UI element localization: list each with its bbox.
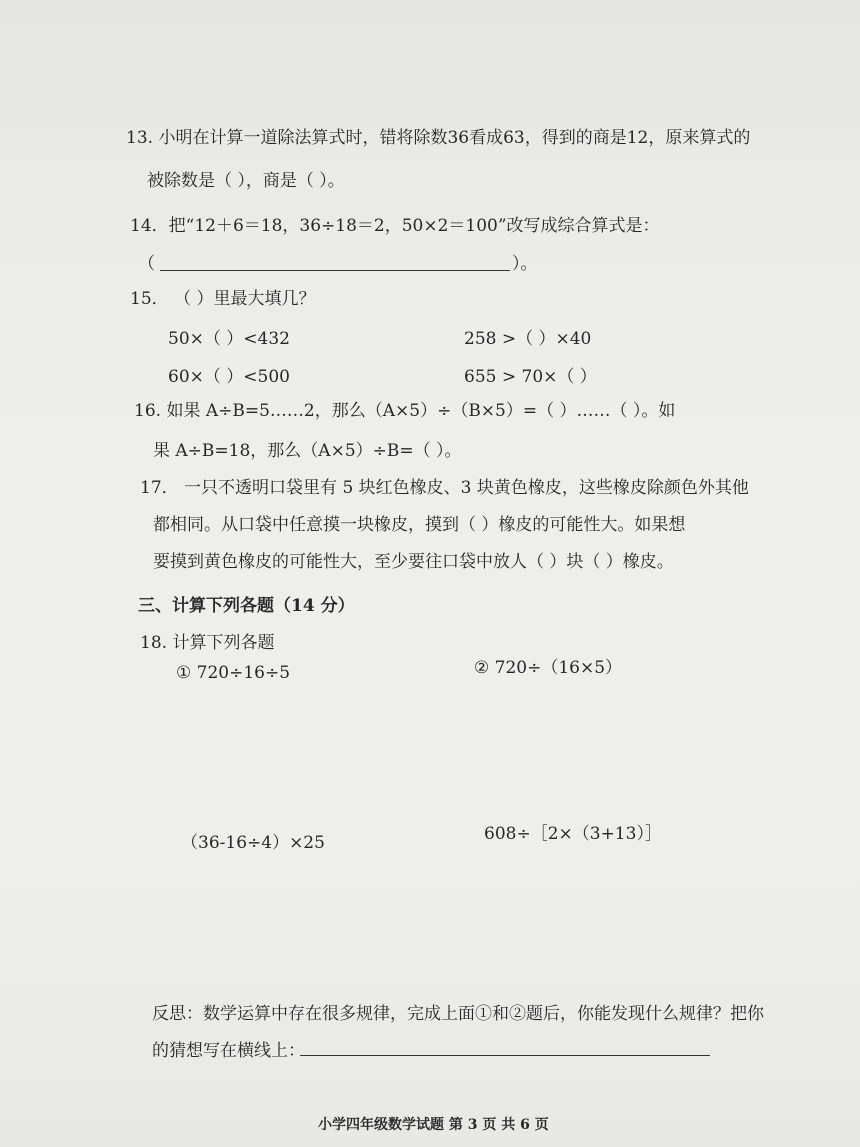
q18-title: 18. 计算下列各题 [140, 633, 275, 653]
q15-item-a: 50×（ ）<432 [168, 329, 290, 349]
reflection-line2: 的猜想写在横线上： [152, 1041, 305, 1061]
q17-line3: 要摸到黄色橡皮的可能性大，至少要往口袋中放人（ ）块（ ）橡皮。 [153, 552, 674, 572]
q14-answer-line[interactable] [160, 270, 510, 271]
q16-line1: 16. 如果 A÷B=5……2，那么（A×5）÷（B×5）=（ ）……（ ）。如 [134, 401, 676, 421]
q17-line2: 都相同。从口袋中任意摸一块橡皮，摸到（ ）橡皮的可能性大。如果想 [153, 515, 686, 535]
q13-line2: 被除数是（ ），商是（ ）。 [147, 171, 345, 191]
q18-problem-4: 608÷［2×（3+13）］ [484, 824, 662, 844]
q15-title: 15． （ ）里最大填几？ [130, 289, 316, 309]
q18-problem-2: ② 720÷（16×5） [474, 658, 623, 678]
q15-item-c: 60×（ ）<500 [168, 367, 290, 387]
q18-problem-3: （36-16÷4）×25 [181, 833, 325, 853]
q16-line2: 果 A÷B=18，那么（A×5）÷B=（ ）。 [153, 441, 462, 461]
page-footer: 小学四年级数学试题 第 3 页 共 6 页 [318, 1117, 549, 1133]
q15-item-b: 258 >（ ）×40 [464, 329, 592, 349]
reflection-answer-line[interactable] [300, 1055, 710, 1056]
reflection-line1: 反思：数学运算中存在很多规律，完成上面①和②题后，你能发现什么规律？把你 [152, 1004, 764, 1024]
section3-title: 三、计算下列各题（14 分） [138, 596, 355, 616]
q18-problem-1: ① 720÷16÷5 [176, 663, 291, 683]
q13-line1: 13. 小明在计算一道除法算式时，错将除数36看成63，得到的商是12，原来算式的 [126, 128, 751, 148]
q14-line1: 14．把“12＋6＝18，36÷18＝2，50×2＝100”改写成综合算式是： [130, 216, 660, 236]
q14-paren-close: ）。 [512, 254, 538, 274]
q17-line1: 17． 一只不透明口袋里有 5 块红色橡皮、3 块黄色橡皮，这些橡皮除颜色外其他 [140, 478, 749, 498]
q14-paren-open: （ [138, 254, 155, 274]
q15-item-d: 655 > 70×（ ） [464, 367, 597, 387]
